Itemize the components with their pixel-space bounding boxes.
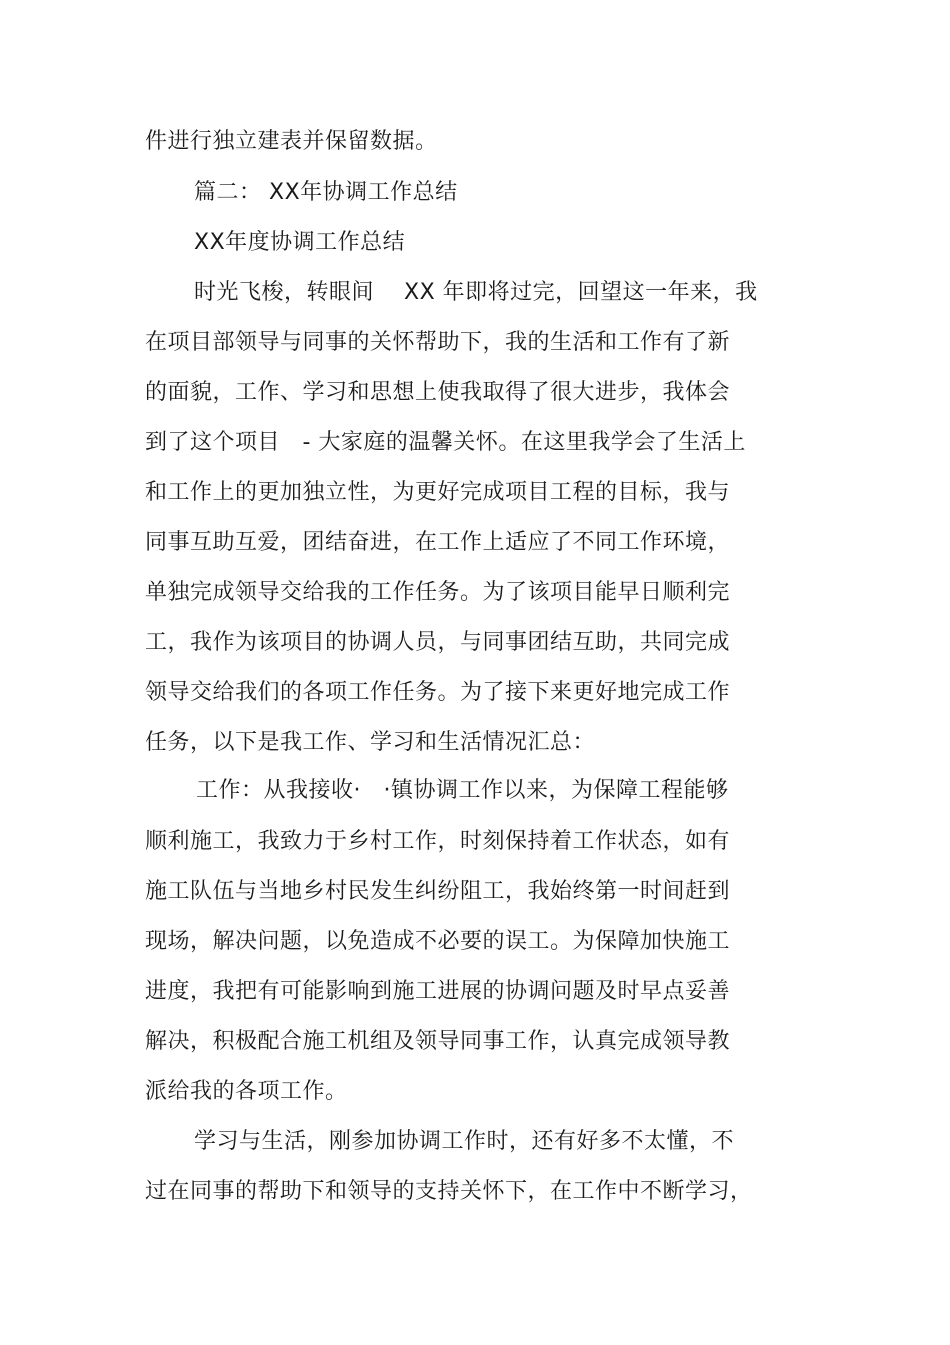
paragraph-line: 的面貌，工作、学习和思想上使我取得了很大进步，我体会 [145,380,731,405]
paragraph-line: 进度，我把有可能影响到施工进展的协调问题及时早点妥善 [145,979,731,1004]
paragraph-line: 工作：从我接收· ·镇协调工作以来，为保障工程能够 [196,778,729,803]
paragraph-line: 解决，积极配合施工机组及领导同事工作，认真完成领导教 [145,1029,731,1054]
paragraph-line: 和工作上的更加独立性，为更好完成项目工程的目标，我与 [145,480,731,505]
paragraph-line: 领导交给我们的各项工作任务。为了接下来更好地完成工作 [145,680,731,705]
paragraph-line: 单独完成领导交给我的工作任务。为了该项目能早日顺利完 [145,580,731,605]
paragraph-line: 顺利施工，我致力于乡村工作，时刻保持着工作状态，如有 [145,829,731,854]
paragraph-line: 过在同事的帮助下和领导的支持关怀下，在工作中不断学习， [145,1179,753,1204]
section-heading: 篇二： XX年协调工作总结 [194,180,458,205]
paragraph-line: 时光飞梭，转眼间 XX 年即将过完，回望这一年来，我 [194,280,758,305]
paragraph-line: 同事互助互爱，团结奋进，在工作上适应了不同工作环境， [145,530,731,555]
paragraph-line: 工，我作为该项目的协调人员，与同事团结互助，共同完成 [145,630,731,655]
paragraph-line: 学习与生活，刚参加协调工作时，还有好多不太懂，不 [194,1129,735,1154]
paragraph-line: 在项目部领导与同事的关怀帮助下，我的生活和工作有了新 [145,330,731,355]
paragraph-line: 现场，解决问题，以免造成不必要的误工。为保障加快施工 [145,929,731,954]
document-title: XX年度协调工作总结 [194,230,406,255]
paragraph-line: 任务，以下是我工作、学习和生活情况汇总： [145,730,596,755]
paragraph-line: 派给我的各项工作。 [145,1079,348,1104]
paragraph-line: 施工队伍与当地乡村民发生纠纷阻工，我始终第一时间赶到 [145,879,731,904]
paragraph-line: 件进行独立建表并保留数据。 [145,129,438,154]
paragraph-line: 到了这个项目 - 大家庭的温馨关怀。在这里我学会了生活上 [145,430,746,455]
